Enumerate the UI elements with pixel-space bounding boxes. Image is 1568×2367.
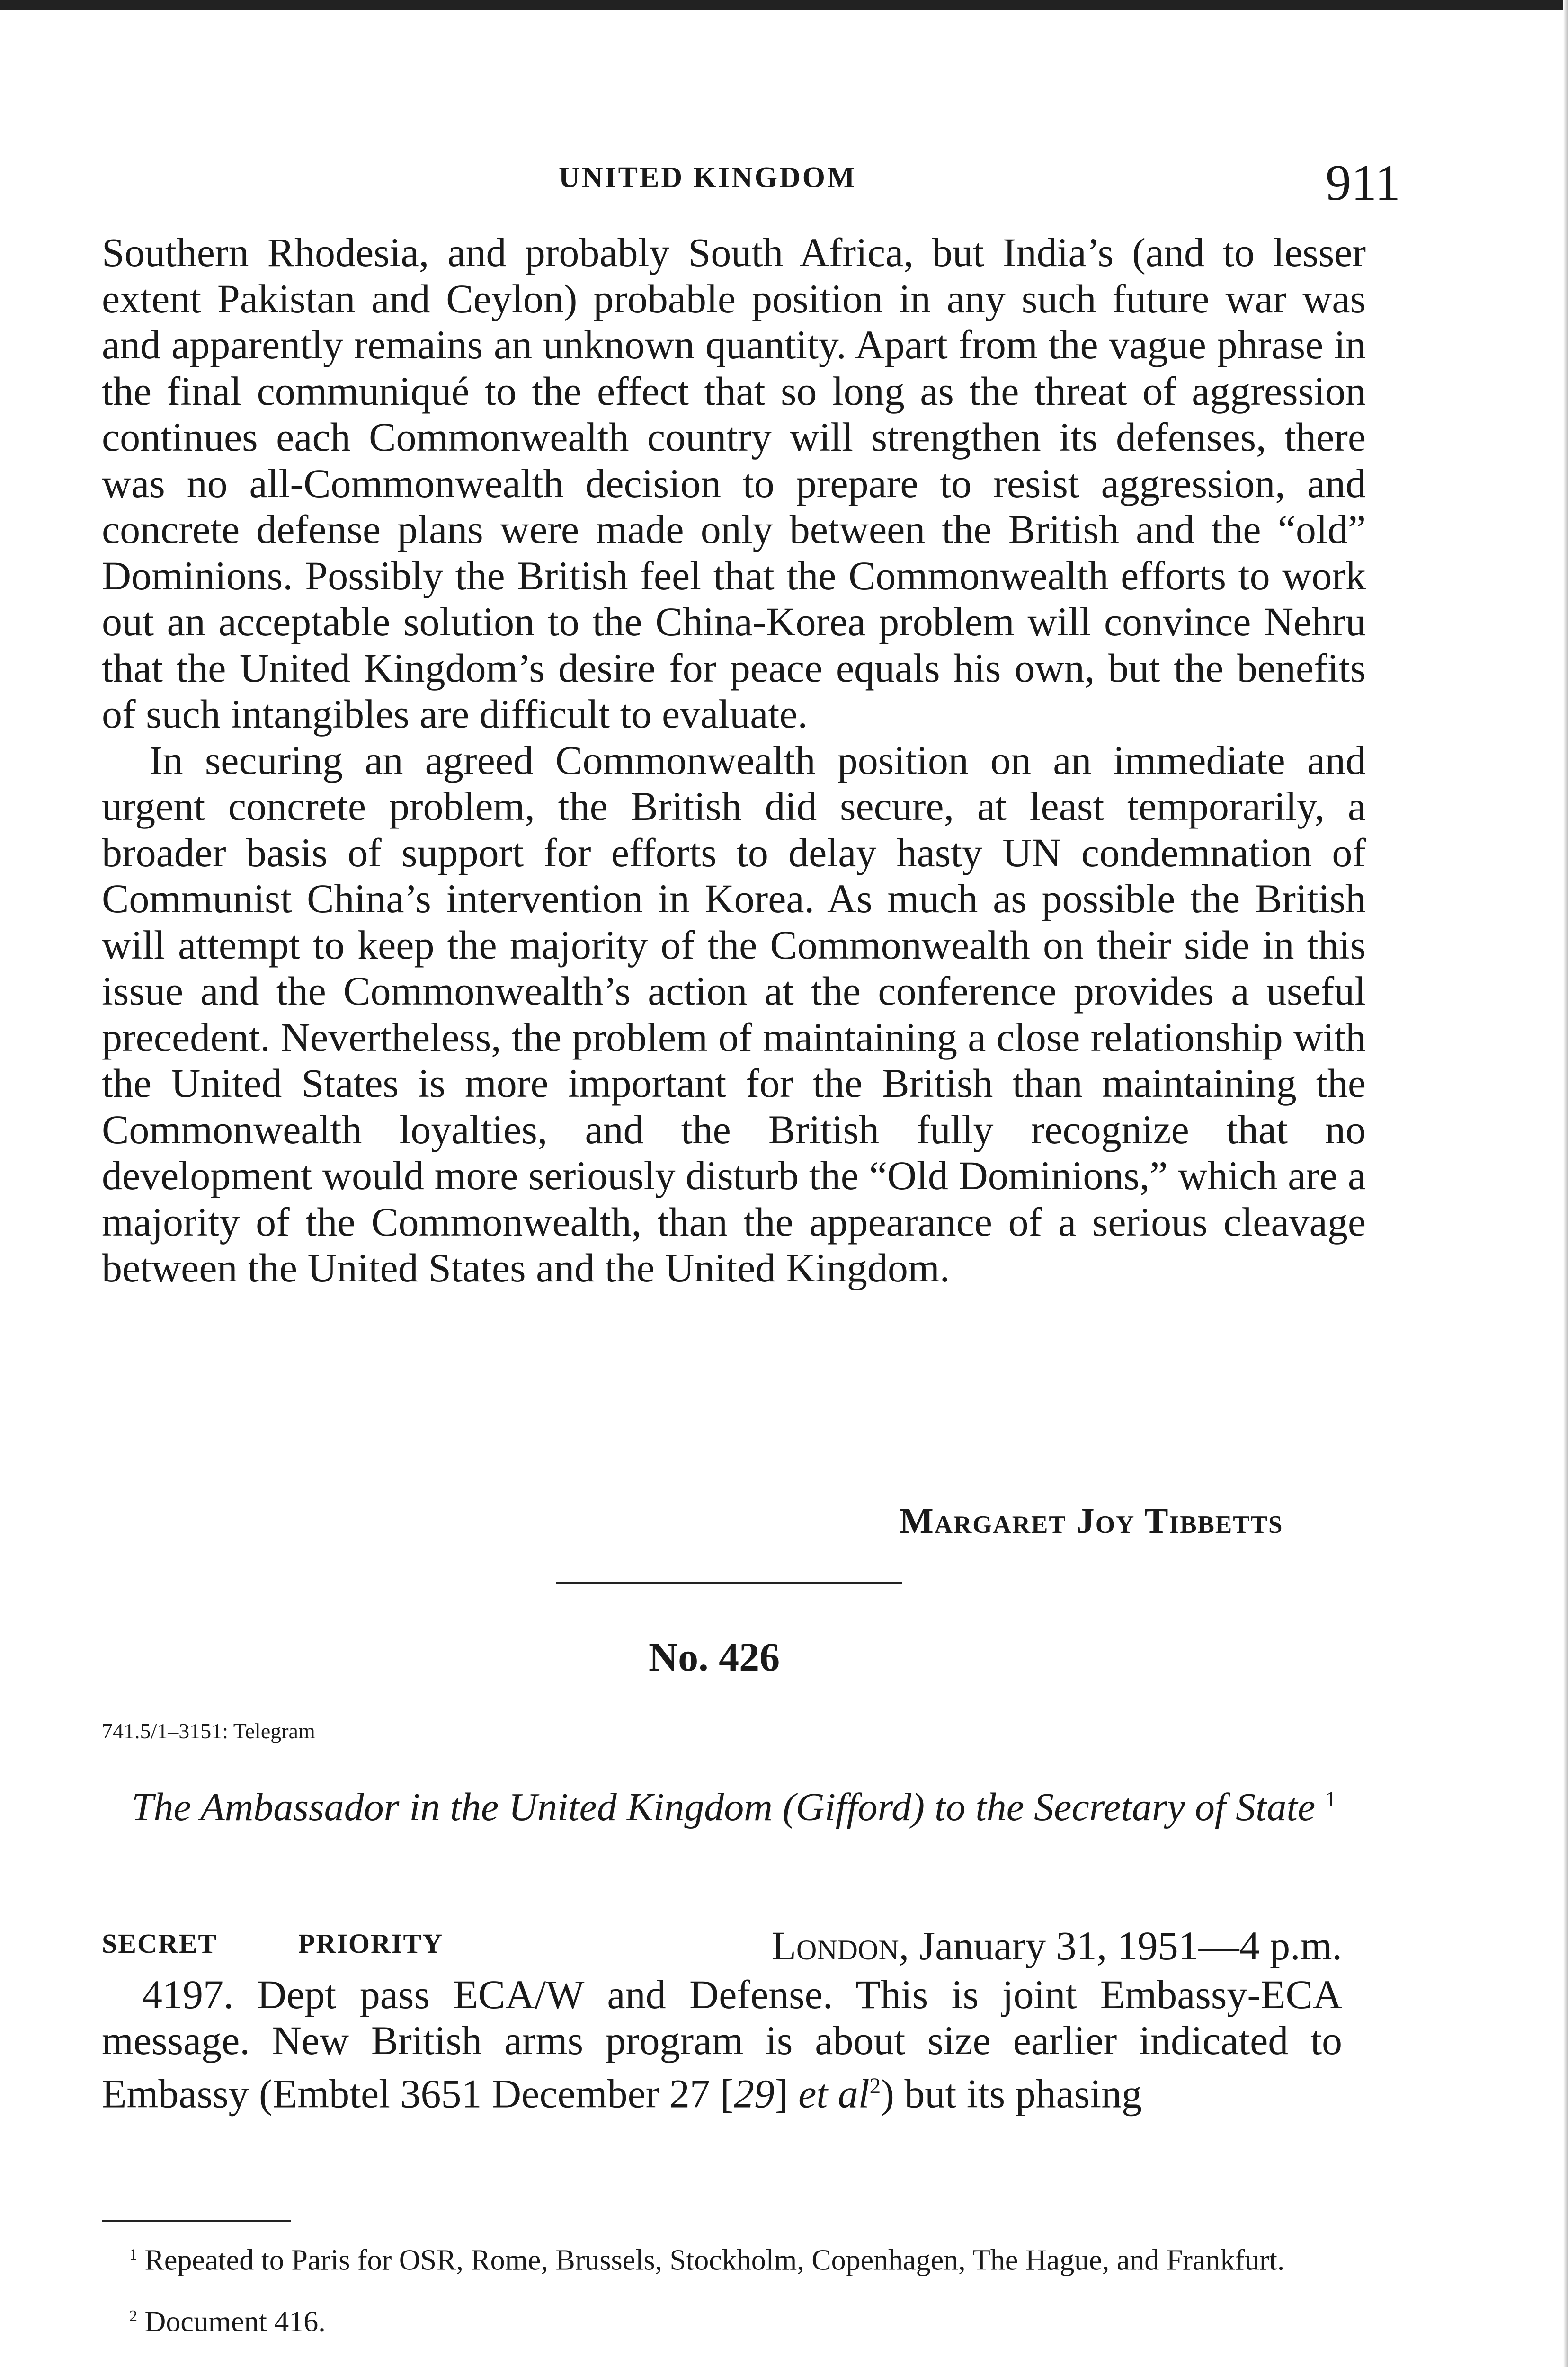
document-title-text: The Ambassador in the United Kingdom (Gifford) to the Secretary of State bbox=[131, 1785, 1316, 1829]
footnote-2-text: Document 416. bbox=[137, 2305, 326, 2338]
classification-label: SECRET bbox=[102, 1928, 218, 1959]
footnote-2-mark: 2 bbox=[129, 2307, 138, 2325]
classification-line bbox=[102, 1922, 1342, 1969]
telegram-et-al: et al bbox=[798, 2071, 870, 2117]
footnote-2 bbox=[97, 2301, 1352, 2338]
body-text bbox=[102, 230, 1366, 1291]
page-edge-shadow bbox=[1563, 0, 1568, 2367]
paragraph-1: Southern Rhodesia, and probably South Africa, but India’s (and to lesser extent Pakistan and Ceylon) probable position in any such future war was and apparently remains an unknown quantity. Apart from the vague phrase in the final communiqué to the effect that so long as the threat of aggression continues each Commonwealth country will strengthen its defenses, there was no all-Commonwealth decision to prepare to resist aggression, and concrete defense plans were made only between the British and the “old” Dominions. Possibly the British feel that the Commonwealth efforts to work out an acceptable solution to the China-Korea problem will convince Nehru that the United Kingdom’s desire for peace equals his own, but the benefits of such intangibles are difficult to evaluate. bbox=[102, 230, 1366, 737]
precedence-label: PRIORITY bbox=[298, 1928, 444, 1959]
running-head: UNITED KINGDOM bbox=[559, 161, 857, 194]
file-reference: 741.5/1–3151: Telegram bbox=[102, 1719, 315, 1743]
top-border-rule bbox=[0, 0, 1568, 10]
signature: Margaret Joy Tibbetts bbox=[900, 1501, 1283, 1541]
telegram-footnote-mark: 2 bbox=[869, 2074, 881, 2099]
dateline bbox=[771, 1922, 1342, 1969]
telegram-bracket-close: ] bbox=[775, 2071, 799, 2117]
paragraph-2: In securing an agreed Commonwealth position on an immediate and urgent concrete problem, the British did secure, at least temporarily, a broader basis of support for efforts to delay hasty UN condemnation of Communist China’s intervention in Korea. As much as possible the British will attempt to keep the majority of the Commonwealth on their side in this issue and the Commonwealth’s action at the conference provides a useful precedent. Nevertheless, the problem of maintaining a close relationship with the United States is more important for the British than maintaining the Commonwealth loyalties, and the British fully recognize that no development would more seriously disturb the “Old Dominions,” which are a majority of the Commonwealth, than the appearance of a serious cleavage between the United States and the United Kingdom. bbox=[102, 737, 1366, 1290]
section-separator bbox=[556, 1582, 902, 1584]
telegram-text-end: ) but its phasing bbox=[881, 2071, 1142, 2117]
footnote-rule bbox=[102, 2220, 291, 2222]
title-footnote-mark: 1 bbox=[1325, 1787, 1336, 1811]
footnote-1 bbox=[97, 2239, 1352, 2276]
telegram-text-start: 4197. Dept pass ECA/W and Defense. This is joint Embassy-ECA message. New British arms program is about size earlier indicated to Embassy (Embtel 3651 December 27 [ bbox=[102, 1972, 1342, 2117]
dateline-city: London bbox=[771, 1923, 899, 1968]
telegram-text bbox=[102, 1972, 1342, 2117]
dateline-date: , January 31, 1951—4 p.m. bbox=[899, 1923, 1342, 1968]
footnote-1-mark: 1 bbox=[129, 2246, 138, 2263]
telegram-bracketed-date: 29 bbox=[734, 2071, 775, 2117]
page-number: 911 bbox=[1326, 155, 1400, 211]
footnote-1-text: Repeated to Paris for OSR, Rome, Brussels, Stockholm, Copenhagen, The Hague, and Frankfurt. bbox=[137, 2244, 1285, 2277]
document-number: No. 426 bbox=[649, 1634, 780, 1680]
document-title bbox=[102, 1775, 1366, 1832]
